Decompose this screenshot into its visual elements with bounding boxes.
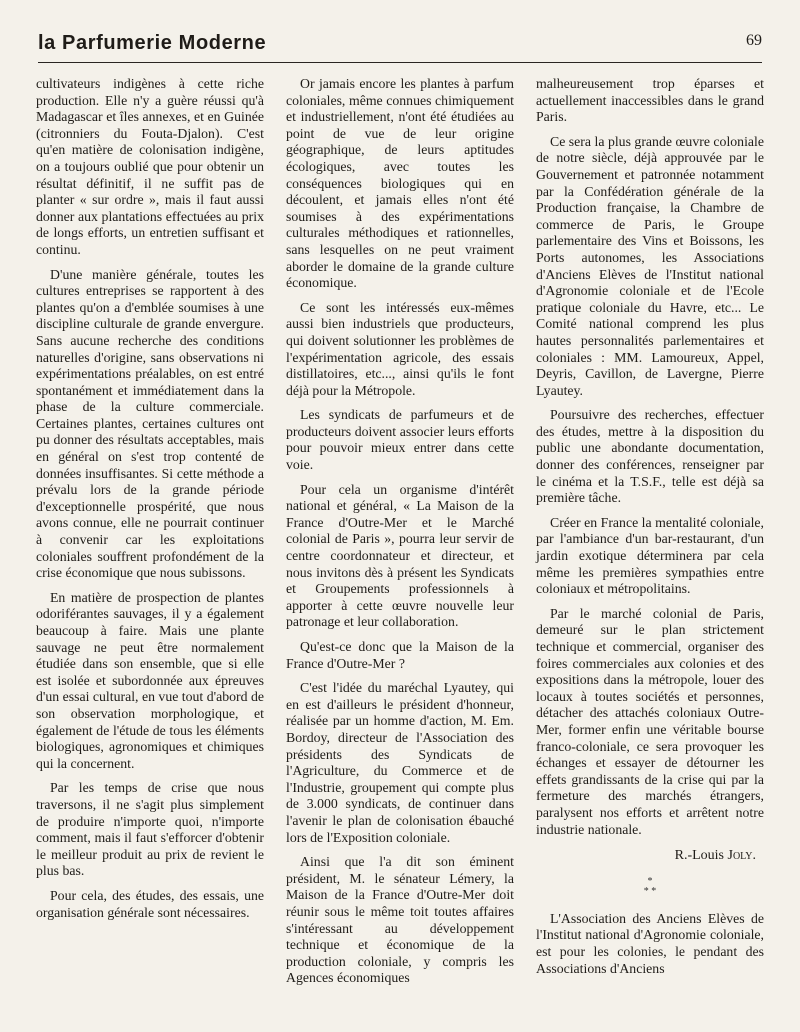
paragraph: cultivateurs indigènes à cette riche production. Elle n'y a guère réussi qu'à Madagascar et îles annexes, et en Guinée (citronniers du Fouta-Djalon). C'est qu'en matière de colonisation indigène, on a toujours oublié que pour obtenir un résultat définitif, il ne suffit pas de planter « sur ordre », mais il faut aussi donner aux plantations effectuées au prix de longs efforts, un entretien suffisant et continu. [36, 76, 264, 257]
paragraph: Ainsi que l'a dit son éminent président, M. le sénateur Lémery, la Maison de la France d'Outre-Mer doit réunir sous le même toit toutes affaires s'intéressant au développement technique et économique de la production coloniale, y compris les Agences économiques [286, 854, 514, 986]
signature-first-name: R.-Louis [674, 848, 724, 864]
paragraph: En matière de prospection de plantes odoriférantes sauvages, il y a également beaucoup à faire. Mais une plante sauvage ne peut être normalement étudiée dans son ensemble, que si elle est isolée et subordonnée aux épreuves d'un essai cultural, en vue tout d'abord de son observation morphologique, et également de l'étude de tous les éléments biologiques, agronomiques et chimiques qui la concernent. [36, 589, 264, 771]
journal-title: la Parfumerie Moderne [38, 32, 267, 54]
header-rule [38, 62, 762, 63]
paragraph: Par les temps de crise que nous traversons, il ne s'agit plus simplement de produire n'importe quoi, n'importe comment, mais il faut s'efforcer d'obtenir le meilleur produit au prix de revient le plus bas. [36, 780, 264, 879]
paragraph: Ce sont les intéressés eux-mêmes aussi bien industriels que producteurs, qui doivent solutionner les problèmes de l'expérimentation agricole, des essais distillatoires, etc..., ainsi qu'ils le font déjà pour la Métropole. [286, 299, 514, 398]
column-3 [536, 76, 764, 985]
paragraph: D'une manière générale, toutes les cultures entreprises se rapportent à des plantes qu'on a d'emblée soumises à une discipline culturale de grande envergure. Sans aucune recherche des conditions naturelles d'origine, sans observations ni expérimentations préalables, on est entré spontanément et immédiatement dans la phase de la culture commerciale. Certaines plantes, certaines cultures ont pu donner des résultats acceptables, mais en général on s'est trop contenté de données insuffisantes. Si cette méthode a prévalu lors de la grande période d'exceptionnelle prospérité, que nous avons connue, elle ne pourrait continuer à convenir car les exploitations coloniales souffrent profondément de la crise économique que nous subissons. [36, 266, 264, 581]
paragraph: Qu'est-ce donc que la Maison de la France d'Outre-Mer ? [286, 639, 514, 671]
section-asterism [536, 877, 764, 897]
paragraph: Ce sera la plus grande œuvre coloniale de notre siècle, déjà approuvée par le Gouvernement et patronnée notamment par la Confédération générale de la Production française, la Chambre de commerce de Paris, le Groupe parlementaire des Vins et Boissons, les Ports autonomes, les Associations d'Anciens Elèves de l'Institut national d'Agronomie coloniale et de l'Ecole pratique coloniale du Havre, etc... Le Comité national comprend les plus hautes personnalités parlementaires et coloniales : MM. Lamoureux, Appel, Deyris, Cavillon, de Lavergne, Pierre Lyautey. [536, 133, 764, 398]
paragraph: malheureusement trop éparses et actuellement inaccessibles dans le grand Paris. [536, 76, 764, 125]
asterism-bottom: * * [643, 885, 657, 897]
signature-last-name: Joly. [727, 848, 756, 864]
page-header [38, 30, 762, 64]
article-body [36, 76, 764, 1016]
paragraph: Créer en France la mentalité coloniale, par l'ambiance d'un bar-restaurant, d'un jardin exotique déterminera par cela même les premières sympathies entre coloniaux et métropolitains. [536, 514, 764, 597]
column-2 [286, 76, 514, 995]
paragraph: Or jamais encore les plantes à parfum coloniales, même connues chimiquement et industriellement, n'ont été étudiées au point de vue de leur origine géographique, de leurs aptitudes écologiques, avec toutes les conséquences biologiques qui en découlent, et jamais elles n'ont été soumises à des expérimentations culturales méthodiques et rationnelles, sans lesquelles on ne peut vraiment aborder le domaine de la grande culture économique. [286, 76, 514, 291]
paragraph: Poursuivre des recherches, effectuer des études, mettre à la disposition du public une abondante documentation, donner des conférences, renseigner par le cinéma et la T.S.F., telle est déjà sa première tâche. [536, 407, 764, 506]
page-number: 69 [746, 32, 762, 49]
author-signature [536, 848, 756, 865]
paragraph: Par le marché colonial de Paris, demeuré sur le plan strictement technique et commercial, organiser des foires commerciales aux colonies et des expositions dans la métropole, louer des locaux à toutes sociétés et personnes, détacher des attachés coloniaux Outre-Mer, former enfin une véritable bourse franco-coloniale, ce sera provoquer les échanges et essayer de détourner les effets grandissants de la crise qui par la fermeture des marchés étrangers, paralysent nos efforts et arrêtent notre industrie nationale. [536, 605, 764, 837]
asterism-top: * [647, 875, 653, 887]
paragraph: L'Association des Anciens Elèves de l'Institut national d'Agronomie coloniale, est pour les colonies, le pendant des Associations d'Anciens [536, 910, 764, 976]
paragraph: Pour cela, des études, des essais, une organisation générale sont nécessaires. [36, 887, 264, 920]
paragraph: Les syndicats de parfumeurs et de producteurs doivent associer leurs efforts pour pouvoir mieux entrer dans cette voie. [286, 407, 514, 473]
paragraph: Pour cela un organisme d'intérêt national et général, « La Maison de la France d'Outre-Mer et le Marché colonial de Paris », pourra leur servir de centre coordonnateur et directeur, et nous invitons dès à présent les Syndicats et Groupements professionnels à apporter à cette œuvre nouvelle leur patronage et leur collaboration. [286, 481, 514, 630]
column-1 [36, 76, 264, 929]
paragraph: C'est l'idée du maréchal Lyautey, qui en est d'ailleurs le président d'honneur, réalisée par un homme d'action, M. Em. Bordoy, directeur de l'Association des présidents des Syndicats de l'Agriculture, du Commerce et de l'Industrie, groupement qui compte plus de 3.000 syndicats, de continuer dans l'avenir le plan de colonisation ébauché lors de l'Exposition coloniale. [286, 680, 514, 845]
